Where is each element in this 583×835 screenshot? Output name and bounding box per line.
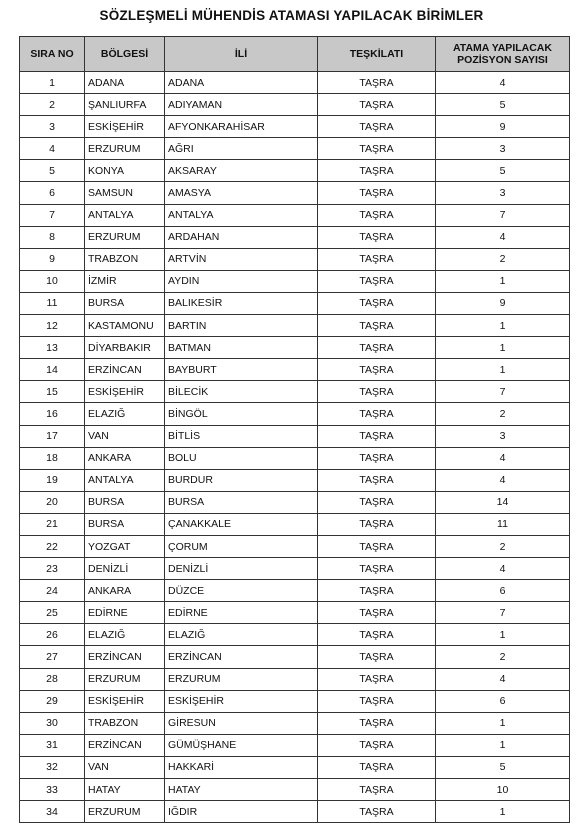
cell-sira-no: 6 xyxy=(20,182,85,204)
cell-sira-no: 9 xyxy=(20,248,85,270)
cell-pozisyon-sayisi: 5 xyxy=(436,756,570,778)
header-sira-no: SIRA NO xyxy=(20,37,85,72)
cell-bolgesi: TRABZON xyxy=(85,712,165,734)
cell-teskilati: TAŞRA xyxy=(318,226,436,248)
table-row xyxy=(20,359,570,381)
cell-bolgesi: ERZİNCAN xyxy=(85,734,165,756)
cell-ili: BİNGÖL xyxy=(165,403,318,425)
cell-teskilati: TAŞRA xyxy=(318,513,436,535)
table-row xyxy=(20,712,570,734)
cell-ili: BALIKESİR xyxy=(165,292,318,314)
cell-ili: GİRESUN xyxy=(165,712,318,734)
cell-sira-no: 28 xyxy=(20,668,85,690)
cell-bolgesi: ANTALYA xyxy=(85,204,165,226)
cell-sira-no: 8 xyxy=(20,226,85,248)
cell-teskilati: TAŞRA xyxy=(318,182,436,204)
cell-pozisyon-sayisi: 2 xyxy=(436,646,570,668)
table-row xyxy=(20,801,570,823)
header-teskilati: TEŞKİLATI xyxy=(318,37,436,72)
table-row xyxy=(20,646,570,668)
table-row xyxy=(20,580,570,602)
table-row xyxy=(20,558,570,580)
cell-ili: BİLECİK xyxy=(165,381,318,403)
cell-teskilati: TAŞRA xyxy=(318,756,436,778)
table-row xyxy=(20,535,570,557)
cell-bolgesi: ESKİŞEHİR xyxy=(85,116,165,138)
table-row xyxy=(20,337,570,359)
cell-ili: AYDIN xyxy=(165,270,318,292)
table-row xyxy=(20,72,570,94)
cell-sira-no: 3 xyxy=(20,116,85,138)
assignment-table xyxy=(19,36,570,823)
cell-pozisyon-sayisi: 1 xyxy=(436,359,570,381)
cell-pozisyon-sayisi: 3 xyxy=(436,182,570,204)
cell-bolgesi: HATAY xyxy=(85,779,165,801)
cell-bolgesi: ERZURUM xyxy=(85,801,165,823)
table-row xyxy=(20,756,570,778)
cell-ili: HAKKARİ xyxy=(165,756,318,778)
cell-bolgesi: ADANA xyxy=(85,72,165,94)
cell-ili: IĞDIR xyxy=(165,801,318,823)
cell-sira-no: 29 xyxy=(20,690,85,712)
header-pozisyon-sayisi xyxy=(436,37,570,72)
cell-ili: ÇANAKKALE xyxy=(165,513,318,535)
cell-pozisyon-sayisi: 4 xyxy=(436,447,570,469)
cell-ili: ADANA xyxy=(165,72,318,94)
cell-teskilati: TAŞRA xyxy=(318,94,436,116)
cell-teskilati: TAŞRA xyxy=(318,72,436,94)
cell-bolgesi: DENİZLİ xyxy=(85,558,165,580)
cell-sira-no: 20 xyxy=(20,491,85,513)
cell-pozisyon-sayisi: 10 xyxy=(436,779,570,801)
cell-sira-no: 23 xyxy=(20,558,85,580)
cell-bolgesi: BURSA xyxy=(85,513,165,535)
cell-ili: BAYBURT xyxy=(165,359,318,381)
table-row xyxy=(20,690,570,712)
cell-bolgesi: ERZİNCAN xyxy=(85,646,165,668)
cell-sira-no: 31 xyxy=(20,734,85,756)
header-pozisyon-line2: POZİSYON SAYISI xyxy=(457,54,548,66)
cell-sira-no: 27 xyxy=(20,646,85,668)
table-row xyxy=(20,668,570,690)
cell-pozisyon-sayisi: 6 xyxy=(436,580,570,602)
cell-ili: ERZURUM xyxy=(165,668,318,690)
cell-sira-no: 18 xyxy=(20,447,85,469)
cell-ili: BOLU xyxy=(165,447,318,469)
cell-ili: ELAZIĞ xyxy=(165,624,318,646)
cell-ili: BİTLİS xyxy=(165,425,318,447)
cell-pozisyon-sayisi: 4 xyxy=(436,226,570,248)
cell-teskilati: TAŞRA xyxy=(318,248,436,270)
cell-bolgesi: ERZURUM xyxy=(85,226,165,248)
cell-teskilati: TAŞRA xyxy=(318,116,436,138)
table-row xyxy=(20,624,570,646)
cell-pozisyon-sayisi: 6 xyxy=(436,690,570,712)
cell-pozisyon-sayisi: 1 xyxy=(436,801,570,823)
cell-pozisyon-sayisi: 9 xyxy=(436,292,570,314)
cell-bolgesi: ERZURUM xyxy=(85,668,165,690)
cell-teskilati: TAŞRA xyxy=(318,779,436,801)
cell-sira-no: 32 xyxy=(20,756,85,778)
table-row xyxy=(20,447,570,469)
cell-sira-no: 14 xyxy=(20,359,85,381)
cell-ili: AMASYA xyxy=(165,182,318,204)
cell-pozisyon-sayisi: 7 xyxy=(436,381,570,403)
cell-teskilati: TAŞRA xyxy=(318,138,436,160)
cell-pozisyon-sayisi: 5 xyxy=(436,160,570,182)
cell-ili: BURDUR xyxy=(165,469,318,491)
cell-bolgesi: BURSA xyxy=(85,491,165,513)
table-row xyxy=(20,182,570,204)
cell-sira-no: 30 xyxy=(20,712,85,734)
cell-teskilati: TAŞRA xyxy=(318,469,436,491)
cell-teskilati: TAŞRA xyxy=(318,381,436,403)
cell-teskilati: TAŞRA xyxy=(318,447,436,469)
cell-pozisyon-sayisi: 4 xyxy=(436,72,570,94)
cell-ili: BARTIN xyxy=(165,315,318,337)
cell-teskilati: TAŞRA xyxy=(318,602,436,624)
table-row xyxy=(20,403,570,425)
cell-sira-no: 4 xyxy=(20,138,85,160)
cell-bolgesi: EDİRNE xyxy=(85,602,165,624)
cell-ili: DÜZCE xyxy=(165,580,318,602)
table-row xyxy=(20,116,570,138)
cell-bolgesi: ELAZIĞ xyxy=(85,624,165,646)
header-pozisyon-line1: ATAMA YAPILACAK xyxy=(453,42,552,54)
cell-teskilati: TAŞRA xyxy=(318,690,436,712)
cell-pozisyon-sayisi: 9 xyxy=(436,116,570,138)
cell-ili: DENİZLİ xyxy=(165,558,318,580)
cell-bolgesi: ANKARA xyxy=(85,447,165,469)
table-row xyxy=(20,160,570,182)
cell-pozisyon-sayisi: 3 xyxy=(436,425,570,447)
cell-teskilati: TAŞRA xyxy=(318,535,436,557)
cell-ili: ADIYAMAN xyxy=(165,94,318,116)
cell-ili: GÜMÜŞHANE xyxy=(165,734,318,756)
cell-ili: ERZİNCAN xyxy=(165,646,318,668)
cell-pozisyon-sayisi: 2 xyxy=(436,535,570,557)
table-row xyxy=(20,513,570,535)
cell-teskilati: TAŞRA xyxy=(318,580,436,602)
cell-pozisyon-sayisi: 5 xyxy=(436,94,570,116)
cell-bolgesi: VAN xyxy=(85,756,165,778)
cell-sira-no: 34 xyxy=(20,801,85,823)
cell-sira-no: 2 xyxy=(20,94,85,116)
cell-bolgesi: KASTAMONU xyxy=(85,315,165,337)
cell-ili: ARTVİN xyxy=(165,248,318,270)
cell-sira-no: 33 xyxy=(20,779,85,801)
cell-ili: ANTALYA xyxy=(165,204,318,226)
cell-sira-no: 15 xyxy=(20,381,85,403)
cell-teskilati: TAŞRA xyxy=(318,491,436,513)
cell-bolgesi: ESKİŞEHİR xyxy=(85,381,165,403)
cell-ili: AFYONKARAHİSAR xyxy=(165,116,318,138)
cell-ili: ÇORUM xyxy=(165,535,318,557)
table-row xyxy=(20,602,570,624)
cell-sira-no: 13 xyxy=(20,337,85,359)
cell-bolgesi: BURSA xyxy=(85,292,165,314)
table-row xyxy=(20,138,570,160)
cell-pozisyon-sayisi: 1 xyxy=(436,270,570,292)
cell-teskilati: TAŞRA xyxy=(318,712,436,734)
cell-pozisyon-sayisi: 3 xyxy=(436,138,570,160)
cell-teskilati: TAŞRA xyxy=(318,558,436,580)
cell-ili: BURSA xyxy=(165,491,318,513)
header-bolgesi: BÖLGESİ xyxy=(85,37,165,72)
cell-ili: AKSARAY xyxy=(165,160,318,182)
cell-teskilati: TAŞRA xyxy=(318,403,436,425)
cell-bolgesi: SAMSUN xyxy=(85,182,165,204)
table-body xyxy=(20,72,570,823)
cell-bolgesi: ŞANLIURFA xyxy=(85,94,165,116)
table-row xyxy=(20,425,570,447)
table-row xyxy=(20,204,570,226)
header-ili: İLİ xyxy=(165,37,318,72)
table-row xyxy=(20,94,570,116)
table-row xyxy=(20,270,570,292)
cell-pozisyon-sayisi: 2 xyxy=(436,248,570,270)
cell-bolgesi: ESKİŞEHİR xyxy=(85,690,165,712)
cell-sira-no: 22 xyxy=(20,535,85,557)
cell-pozisyon-sayisi: 1 xyxy=(436,712,570,734)
cell-teskilati: TAŞRA xyxy=(318,270,436,292)
cell-bolgesi: ELAZIĞ xyxy=(85,403,165,425)
table-row xyxy=(20,248,570,270)
table-row xyxy=(20,292,570,314)
cell-sira-no: 16 xyxy=(20,403,85,425)
cell-bolgesi: ANTALYA xyxy=(85,469,165,491)
cell-pozisyon-sayisi: 7 xyxy=(436,204,570,226)
table-row xyxy=(20,315,570,337)
cell-teskilati: TAŞRA xyxy=(318,646,436,668)
table-row xyxy=(20,469,570,491)
cell-ili: ESKİŞEHİR xyxy=(165,690,318,712)
cell-sira-no: 17 xyxy=(20,425,85,447)
cell-ili: BATMAN xyxy=(165,337,318,359)
cell-sira-no: 21 xyxy=(20,513,85,535)
cell-teskilati: TAŞRA xyxy=(318,359,436,381)
cell-sira-no: 12 xyxy=(20,315,85,337)
cell-sira-no: 25 xyxy=(20,602,85,624)
cell-pozisyon-sayisi: 2 xyxy=(436,403,570,425)
cell-sira-no: 7 xyxy=(20,204,85,226)
cell-ili: HATAY xyxy=(165,779,318,801)
table-header xyxy=(20,37,570,72)
cell-bolgesi: ERZİNCAN xyxy=(85,359,165,381)
cell-pozisyon-sayisi: 1 xyxy=(436,315,570,337)
cell-sira-no: 10 xyxy=(20,270,85,292)
cell-ili: AĞRI xyxy=(165,138,318,160)
cell-teskilati: TAŞRA xyxy=(318,425,436,447)
cell-bolgesi: TRABZON xyxy=(85,248,165,270)
cell-bolgesi: KONYA xyxy=(85,160,165,182)
cell-teskilati: TAŞRA xyxy=(318,801,436,823)
cell-pozisyon-sayisi: 1 xyxy=(436,734,570,756)
cell-sira-no: 11 xyxy=(20,292,85,314)
cell-sira-no: 1 xyxy=(20,72,85,94)
page-title: SÖZLEŞMELİ MÜHENDİS ATAMASI YAPILACAK BİRİMLER xyxy=(99,8,484,23)
table-row xyxy=(20,734,570,756)
cell-bolgesi: VAN xyxy=(85,425,165,447)
cell-bolgesi: ANKARA xyxy=(85,580,165,602)
cell-pozisyon-sayisi: 1 xyxy=(436,337,570,359)
cell-bolgesi: İZMİR xyxy=(85,270,165,292)
cell-bolgesi: ERZURUM xyxy=(85,138,165,160)
cell-bolgesi: DİYARBAKIR xyxy=(85,337,165,359)
cell-pozisyon-sayisi: 4 xyxy=(436,469,570,491)
table-row xyxy=(20,226,570,248)
cell-teskilati: TAŞRA xyxy=(318,337,436,359)
table-row xyxy=(20,779,570,801)
cell-bolgesi: YOZGAT xyxy=(85,535,165,557)
cell-sira-no: 24 xyxy=(20,580,85,602)
cell-sira-no: 19 xyxy=(20,469,85,491)
cell-teskilati: TAŞRA xyxy=(318,315,436,337)
table-row xyxy=(20,381,570,403)
cell-ili: ARDAHAN xyxy=(165,226,318,248)
cell-pozisyon-sayisi: 7 xyxy=(436,602,570,624)
table-row xyxy=(20,491,570,513)
cell-teskilati: TAŞRA xyxy=(318,668,436,690)
cell-sira-no: 26 xyxy=(20,624,85,646)
cell-teskilati: TAŞRA xyxy=(318,734,436,756)
cell-teskilati: TAŞRA xyxy=(318,204,436,226)
cell-ili: EDİRNE xyxy=(165,602,318,624)
cell-teskilati: TAŞRA xyxy=(318,160,436,182)
cell-pozisyon-sayisi: 1 xyxy=(436,624,570,646)
cell-pozisyon-sayisi: 14 xyxy=(436,491,570,513)
cell-pozisyon-sayisi: 11 xyxy=(436,513,570,535)
cell-sira-no: 5 xyxy=(20,160,85,182)
cell-pozisyon-sayisi: 4 xyxy=(436,668,570,690)
cell-teskilati: TAŞRA xyxy=(318,624,436,646)
cell-teskilati: TAŞRA xyxy=(318,292,436,314)
cell-pozisyon-sayisi: 4 xyxy=(436,558,570,580)
